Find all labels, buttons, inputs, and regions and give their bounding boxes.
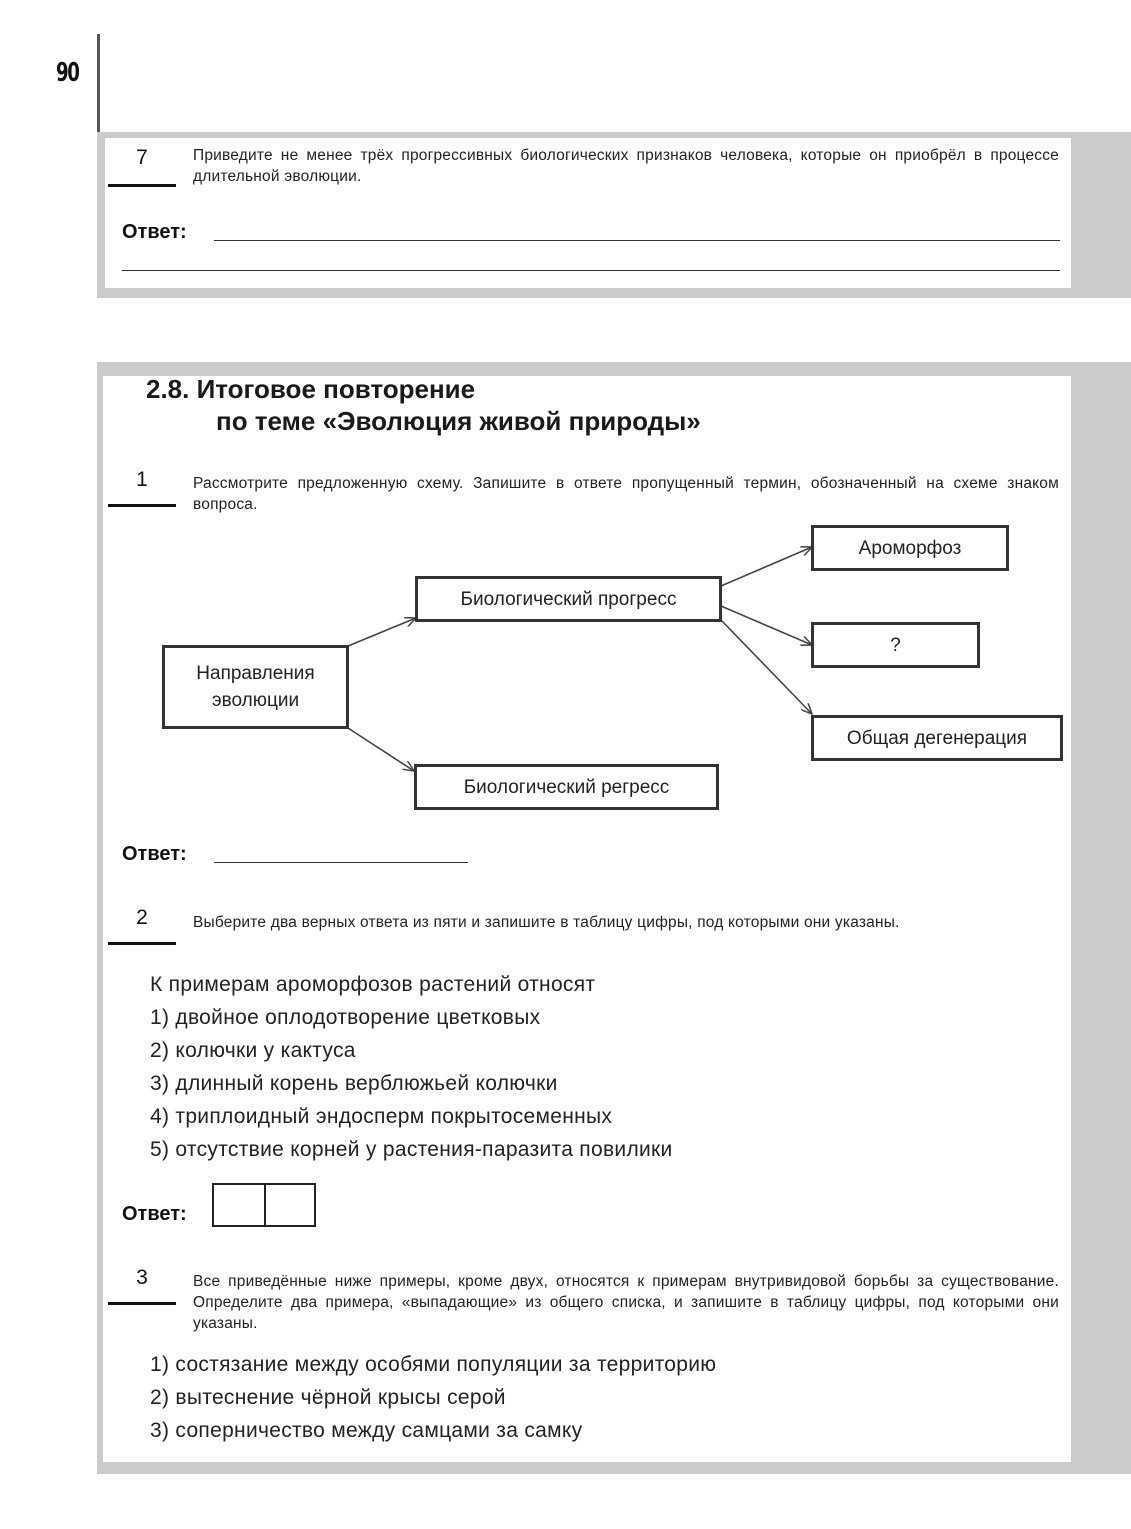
arrow-progress-to-degeneration [721, 620, 812, 714]
task-2-number: 2 [136, 906, 148, 929]
task-3-option: 2) вытеснение чёрной крысы серой [150, 1386, 506, 1409]
arrow-progress-to-unknown [721, 606, 812, 645]
task-3-marker [108, 1302, 176, 1305]
task-3-option: 1) состязание между особями популяции за территорию [150, 1353, 717, 1376]
section-title-line-1: 2.8. Итоговое повторение [146, 374, 476, 404]
task-2-prompt: К примерам ароморфозов растений относят [150, 973, 596, 996]
task-2-option: 3) длинный корень верблюжьей колючки [150, 1072, 558, 1095]
task-2-option: 5) отсутствие корней у растения-паразита повилики [150, 1138, 673, 1161]
diagram-node-progress: Биологический прогресс [415, 576, 722, 622]
task-1-answer-label: Ответ: [122, 843, 187, 865]
task-7-number: 7 [136, 146, 148, 169]
task-7-answer-label: Ответ: [122, 221, 187, 243]
task-2-text: Выберите два верных ответа из пяти и запишите в таблицу цифры, под которыми они указаны. [193, 914, 900, 931]
task-3-text: Все приведённые ниже примеры, кроме двух, относятся к примерам внутривидовой борьбы за существование. Определите два примера, «выпадающие» из общего списка, и запишите в таблицу цифры, под которыми они указаны. [193, 1273, 1059, 1332]
task-2-option: 1) двойное оплодотворение цветковых [150, 1006, 541, 1029]
task-2-option: 4) триплоидный эндосперм покрытосеменных [150, 1105, 613, 1128]
diagram-node-regress: Биологический регресс [414, 764, 719, 810]
task-2-answer-cell-2[interactable] [264, 1185, 314, 1225]
section-title-line-2: по теме «Эволюция живой природы» [216, 406, 701, 436]
task-1-text: Рассмотрите предложенную схему. Запишите в ответе пропущенный термин, обозначенный на схеме знаком вопроса. [193, 475, 1059, 513]
diagram-node-degeneration: Общая дегенерация [811, 715, 1063, 761]
diagram-node-root: Направления эволюции [162, 645, 349, 729]
arrow-root-to-regress [348, 728, 414, 771]
diagram-node-aromorphosis: Ароморфоз [811, 525, 1009, 571]
diagram-node-unknown: ? [811, 622, 980, 668]
task-2-answer-table [212, 1183, 316, 1227]
task-2-answer-cell-1[interactable] [214, 1185, 264, 1225]
task-7-text: Приведите не менее трёх прогрессивных биологических признаков человека, которые он приобрёл в процессе длительной эволюции. [193, 147, 1059, 185]
task-2-marker [108, 942, 176, 945]
task-1-number: 1 [136, 468, 148, 491]
page-number: 90 [56, 58, 79, 88]
arrow-root-to-progress [348, 618, 416, 646]
task-1-answer-line[interactable] [214, 862, 468, 863]
task-3-option: 3) соперничество между самцами за самку [150, 1419, 583, 1442]
task-2-option: 2) колючки у кактуса [150, 1039, 356, 1062]
arrow-progress-to-aromorphosis [721, 547, 812, 586]
task-2-answer-label: Ответ: [122, 1203, 187, 1225]
task-3-number: 3 [136, 1266, 148, 1289]
